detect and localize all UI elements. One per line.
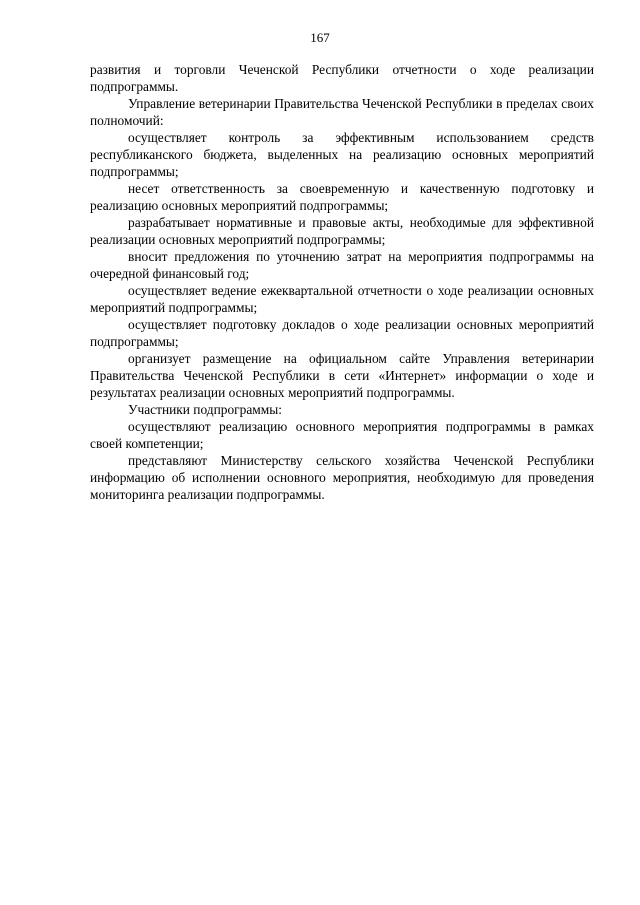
paragraph-responsibility: несет ответственность за своевременную и качественную подготовку и реализацию основных мероприятий подпрограммы;	[90, 181, 594, 213]
paragraph-cost-proposals: вносит предложения по уточнению затрат на мероприятия подпрограммы на очередной финансовый год;	[90, 249, 594, 281]
paragraph-participants-implementation: осуществляют реализацию основного мероприятия подпрограммы в рамках своей компетенции;	[90, 419, 594, 451]
document-body	[90, 61, 594, 503]
paragraph-participants-reporting: представляют Министерству сельского хозяйства Чеченской Республики информацию об исполнении основного мероприятия, необходимую для проведения мониторинга реализации подпрограммы.	[90, 453, 594, 502]
paragraph-website-publication: организует размещение на официальном сайте Управления ветеринарии Правительства Чеченской Республики в сети «Интернет» информации о ходе и результатах реализации основных мероприятий подпрограммы.	[90, 351, 594, 400]
paragraph-reports-preparation: осуществляет подготовку докладов о ходе реализации основных мероприятий подпрограммы;	[90, 317, 594, 349]
paragraph-budget-control: осуществляет контроль за эффективным использованием средств республиканского бюджета, выделенных на реализацию основных мероприятий подпрограммы;	[90, 130, 594, 179]
paragraph-participants-heading: Участники подпрограммы:	[128, 402, 282, 417]
page-number: 167	[310, 30, 330, 45]
paragraph-continuation: развития и торговли Чеченской Республики отчетности о ходе реализации подпрограммы.	[90, 62, 594, 94]
paragraph-veterinary-authority: Управление ветеринарии Правительства Чеченской Республики в пределах своих полномочий:	[90, 96, 594, 128]
paragraph-quarterly-reporting: осуществляет ведение ежеквартальной отчетности о ходе реализации основных мероприятий подпрограммы;	[90, 283, 594, 315]
paragraph-legal-acts: разрабатывает нормативные и правовые акты, необходимые для эффективной реализации основных мероприятий подпрограммы;	[90, 215, 594, 247]
